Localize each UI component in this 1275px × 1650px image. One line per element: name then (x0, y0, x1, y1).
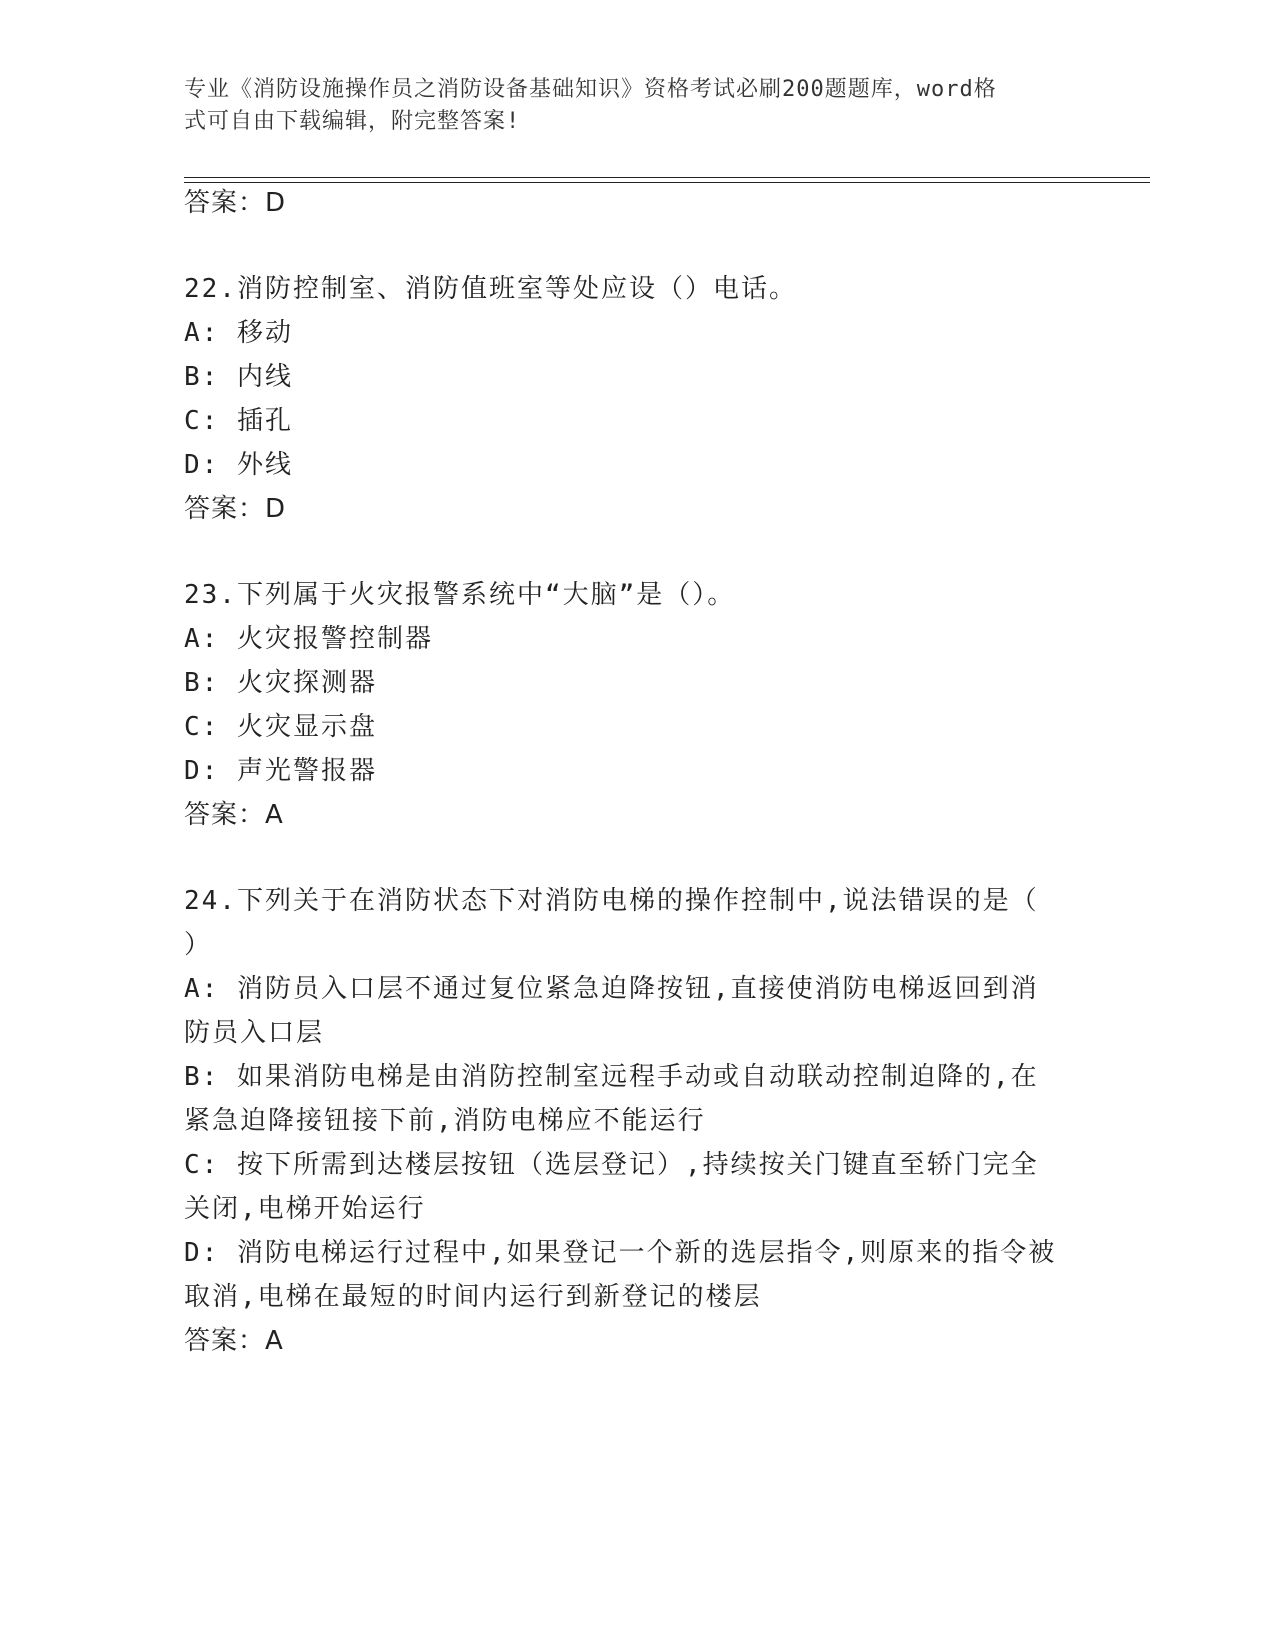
question-23-option-d: D: 声光警报器 (184, 756, 377, 786)
question-24-stem-line-2: ） (184, 930, 213, 960)
header-divider-bottom (184, 182, 1150, 183)
question-22-stem: 22.消防控制室、消防值班室等处应设（）电话。 (184, 274, 797, 304)
header-line-2: 式可自由下载编辑，附完整答案! (184, 109, 521, 134)
question-22-option-c: C: 插孔 (184, 406, 293, 436)
question-24-option-a-line-1: A: 消防员入口层不通过复位紧急迫降按钮,直接使消防电梯返回到消 (184, 974, 1039, 1004)
question-24-option-d-line-2: 取消,电梯在最短的时间内运行到新登记的楼层 (184, 1282, 762, 1312)
question-23-option-c: C: 火灾显示盘 (184, 712, 377, 742)
question-22-option-a: A: 移动 (184, 318, 293, 348)
document-header (184, 74, 1064, 138)
header-line-1: 专业《消防设施操作员之消防设备基础知识》资格考试必刷200题题库，word格 (184, 77, 997, 102)
question-23-option-a: A: 火灾报警控制器 (184, 624, 433, 654)
question-23-option-b: B: 火灾探测器 (184, 668, 377, 698)
question-23-stem: 23.下列属于火灾报警系统中“大脑”是（）。 (184, 580, 736, 610)
question-22-option-b: B: 内线 (184, 362, 293, 392)
question-22-option-d: D: 外线 (184, 450, 293, 480)
question-24-stem-line-1: 24.下列关于在消防状态下对消防电梯的操作控制中,说法错误的是（ (184, 886, 1039, 916)
question-24-answer: 答案：A (184, 1326, 284, 1356)
question-24-option-c-line-2: 关闭,电梯开始运行 (184, 1194, 426, 1224)
question-24-option-a-line-2: 防员入口层 (184, 1018, 325, 1048)
question-24-option-b-line-2: 紧急迫降接钮接下前,消防电梯应不能运行 (184, 1106, 706, 1136)
question-24-option-d-line-1: D: 消防电梯运行过程中,如果登记一个新的选层指令,则原来的指令被 (184, 1238, 1057, 1268)
question-22-answer: 答案：D (184, 494, 287, 524)
question-23-answer: 答案：A (184, 800, 284, 830)
header-divider-top (184, 177, 1150, 178)
question-24-option-c-line-1: C: 按下所需到达楼层按钮（选层登记）,持续按关门键直至轿门完全 (184, 1150, 1039, 1180)
question-24-option-b-line-1: B: 如果消防电梯是由消防控制室远程手动或自动联动控制迫降的,在 (184, 1062, 1039, 1092)
previous-answer: 答案：D (184, 188, 287, 218)
